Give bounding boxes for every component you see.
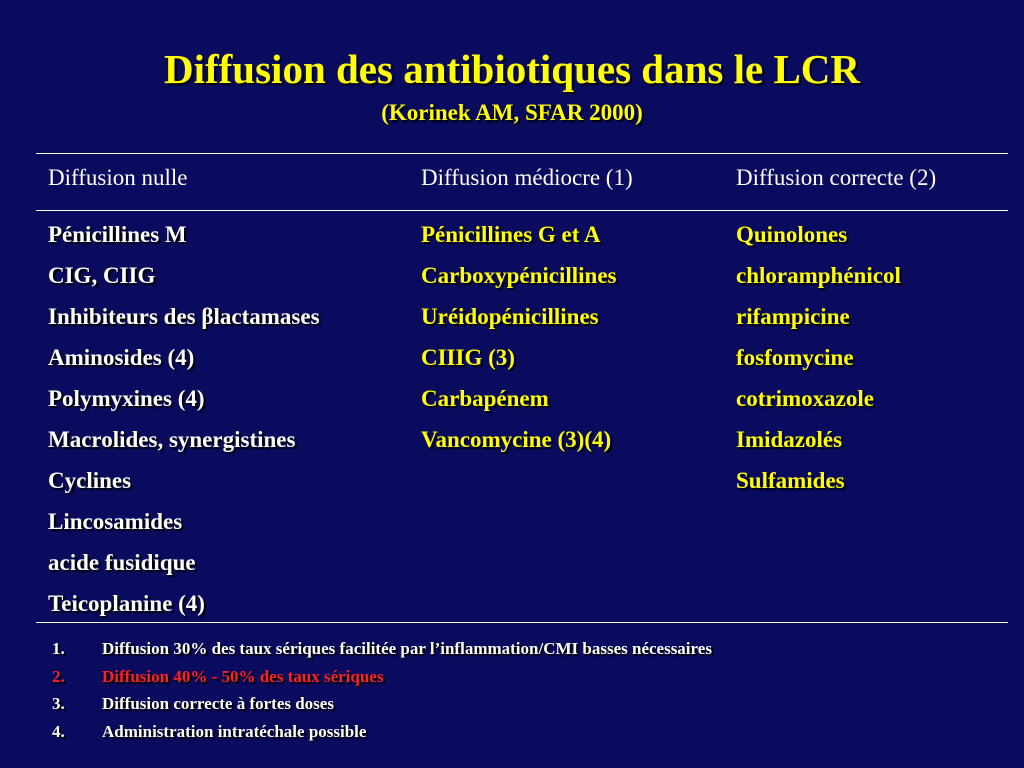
table-cell: Carboxypénicillines — [421, 263, 617, 288]
table-header-rule — [36, 210, 1008, 211]
footnote-2 — [52, 665, 712, 693]
slide-title: Diffusion des antibiotiques dans le LCR — [163, 46, 861, 92]
footnotes-list — [52, 637, 712, 747]
header-diffusion-nulle: Diffusion nulle — [48, 165, 188, 190]
header-diffusion-correcte: Diffusion correcte (2) — [736, 165, 937, 190]
footnote-4 — [52, 720, 712, 748]
footnote-text: Diffusion correcte à fortes doses — [102, 694, 334, 713]
table-cell: Sulfamides — [736, 468, 845, 493]
table-cell: Pénicillines G et A — [421, 222, 601, 247]
table-cell: Pénicillines M — [48, 222, 187, 247]
table-cell: Teicoplanine (4) — [48, 591, 205, 616]
table-cell: fosfomycine — [736, 345, 854, 370]
footnote-number: 2. — [52, 666, 65, 686]
table-cell: Quinolones — [736, 222, 848, 247]
table-cell: Imidazolés — [736, 427, 843, 452]
footnote-text: Diffusion 30% des taux sériques facilitée par l’inflammation/CMI basses nécessaires — [102, 639, 712, 658]
table-cell: CIIIG (3) — [421, 345, 515, 370]
table-cell: Uréidopénicillines — [421, 304, 599, 329]
footnote-number: 3. — [52, 694, 65, 713]
table-cell: Lincosamides — [48, 509, 183, 534]
table-cell: CIG, CIIG — [48, 263, 156, 288]
table-cell: Macrolides, synergistines — [48, 427, 296, 452]
table-cell: rifampicine — [736, 304, 850, 329]
column-diffusion-nulle — [48, 220, 320, 630]
footnote-text: Administration intratéchale possible — [102, 721, 367, 741]
table-bottom-rule — [36, 622, 1008, 623]
table-top-rule — [36, 153, 1008, 154]
table-cell: Vancomycine (3)(4) — [421, 427, 612, 452]
footnote-text: Diffusion 40% - 50% des taux sériques — [102, 666, 384, 686]
column-diffusion-correcte — [736, 220, 901, 507]
table-cell: Inhibiteurs des βlactamases — [48, 304, 320, 329]
table-cell: cotrimoxazole — [736, 386, 874, 411]
table-cell: Carbapénem — [421, 386, 549, 411]
table-cell: Polymyxines (4) — [48, 386, 205, 411]
footnote-1 — [52, 637, 712, 665]
footnote-3 — [52, 692, 712, 720]
table-cell: Aminosides (4) — [48, 345, 195, 370]
footnote-number: 4. — [52, 721, 65, 741]
table-cell: chloramphénicol — [736, 263, 901, 288]
footnote-number: 1. — [52, 639, 65, 658]
table-cell: Cyclines — [48, 468, 132, 493]
table-cell: acide fusidique — [48, 550, 196, 575]
column-diffusion-mediocre — [421, 220, 617, 466]
header-diffusion-mediocre: Diffusion médiocre (1) — [421, 165, 633, 190]
slide-subtitle: (Korinek AM, SFAR 2000) — [381, 100, 643, 125]
